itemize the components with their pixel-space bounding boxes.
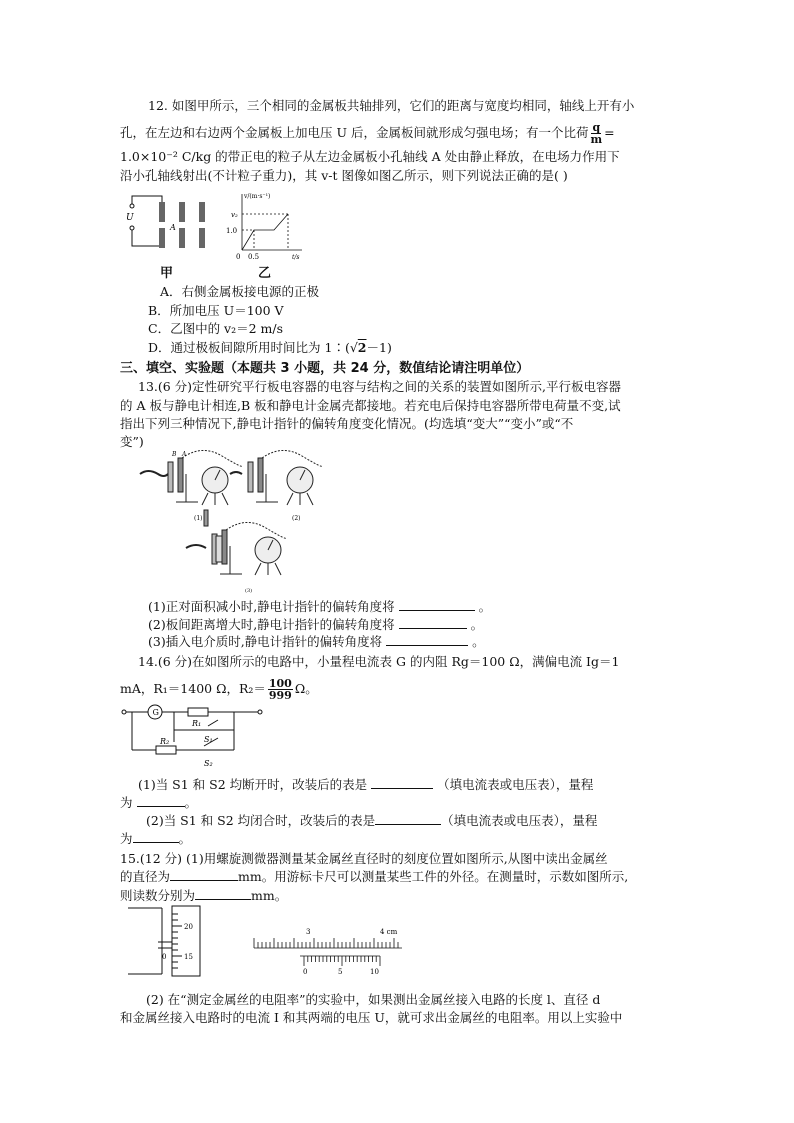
q12-option-a: A．右侧金属板接电源的正极 bbox=[160, 284, 320, 299]
q15-line2-suffix: mm。用游标卡尺可以测量某些工件的外径。在测量时，示数如图所示, bbox=[238, 869, 629, 884]
q13-line3: 指出下列三种情况下,静电计指针的偏转角度变化情况。(均选填“变大”“变小”或“不 bbox=[120, 416, 574, 431]
vt-graph bbox=[224, 190, 304, 262]
q13-line1: 13.(6 分)定性研究平行板电容器的电容与结构之间的关系的装置如图所示,平行板电容器 bbox=[138, 379, 622, 394]
r2-label: R₂ bbox=[160, 737, 170, 746]
q12-option-d-pre: D．通过极板间隙所用时间比为 1∶( bbox=[148, 340, 350, 355]
q12-line3: 1.0×10⁻² C/kg 的带正电的粒子从左边金属板小孔轴线 A 处由静止释放，在电场力作用下 bbox=[120, 149, 620, 164]
q14-line2-pre: mA，R₁＝1400 Ω，R₂＝ bbox=[120, 681, 266, 696]
setup-3-label: (3) bbox=[245, 588, 253, 594]
answer-blank[interactable] bbox=[399, 616, 467, 629]
s2-label: S₂ bbox=[204, 759, 213, 768]
range-end: 。 bbox=[184, 795, 198, 810]
point-a-label: A bbox=[170, 223, 176, 232]
q12-equals: = bbox=[604, 125, 615, 140]
fraction-numerator: q bbox=[592, 121, 601, 134]
q14-sub2 bbox=[146, 811, 597, 829]
q12-line4: 沿小孔轴线射出(不计粒子重力)，其 v-t 图像如图乙所示，则下列说法正确的是( ) bbox=[120, 168, 568, 183]
figure-yi-label: 乙 bbox=[258, 266, 272, 281]
q13-sub1 bbox=[148, 597, 491, 615]
q14-line2 bbox=[120, 678, 318, 701]
q13-sub2 bbox=[148, 615, 483, 633]
q14-sub2-range bbox=[120, 829, 191, 847]
voltage-label: U bbox=[126, 213, 134, 223]
answer-blank[interactable] bbox=[137, 794, 185, 807]
q15-part2-line1: (2) 在“测定金属丝的电阻率”的实验中，如果测出金属丝接入电路的长度 l、直径 d bbox=[146, 992, 601, 1007]
answer-blank[interactable] bbox=[386, 633, 468, 646]
q14-sub2-suffix: （填电流表或电压表），量程 bbox=[441, 813, 598, 828]
range-end: 。 bbox=[178, 831, 192, 846]
q12-line1: 12. 如图甲所示，三个相同的金属板共轴排列，它们的距离与宽度均相同，轴线上开有小 bbox=[148, 98, 635, 113]
q14-sub1-text: (1)当 S1 和 S2 均断开时，改装后的表是 bbox=[138, 777, 368, 792]
q12-option-c: C．乙图中的 v₂＝2 m/s bbox=[148, 321, 284, 336]
micrometer-20: 20 bbox=[184, 923, 193, 931]
q13-sub1-end: 。 bbox=[478, 599, 492, 614]
setup-1-label: (1) bbox=[194, 515, 203, 522]
range-prefix: 为 bbox=[120, 795, 133, 810]
galvanometer-g-label: G bbox=[152, 708, 159, 717]
q14-sub2-text: (2)当 S1 和 S2 均闭合时，改装后的表是 bbox=[146, 813, 376, 828]
q12-line2-text: 孔，在左边和右边两个金属板上加电压 U 后，金属板间就形成匀强电场；有一个比荷 bbox=[120, 125, 589, 140]
q13-sub2-end: 。 bbox=[470, 617, 484, 632]
caliper-vernier-10: 10 bbox=[370, 968, 379, 976]
q14-sub1-range bbox=[120, 793, 197, 811]
charge-mass-fraction bbox=[590, 122, 602, 145]
graph-0-5: 0.5 bbox=[248, 253, 260, 261]
q13-sub2-text: (2)板间距离增大时,静电计指针的偏转角度将 bbox=[148, 617, 395, 632]
answer-blank[interactable] bbox=[375, 812, 441, 825]
three-plates-figure bbox=[118, 190, 218, 262]
q15-line2 bbox=[120, 867, 628, 885]
caliper-3: 3 bbox=[306, 928, 311, 936]
r2-fraction bbox=[268, 678, 293, 701]
setup-2-label: (2) bbox=[292, 515, 301, 522]
answer-blank[interactable] bbox=[399, 598, 475, 611]
q13-sub3 bbox=[148, 632, 485, 650]
graph-ylabel: v/(m·s⁻¹) bbox=[244, 193, 271, 200]
q14-line2-post: Ω。 bbox=[294, 681, 318, 696]
caliper-4cm: 4 cm bbox=[380, 928, 398, 936]
graph-xlabel: t/s bbox=[292, 254, 300, 261]
q12-line2 bbox=[120, 122, 615, 145]
range-prefix: 为 bbox=[120, 831, 133, 846]
graph-v2: v₂ bbox=[231, 211, 238, 219]
caliper-vernier-0: 0 bbox=[303, 968, 308, 976]
sqrt-radicand: 2 bbox=[357, 340, 367, 355]
q13-line4: 变”) bbox=[120, 434, 144, 449]
q15-line3-text: 则读数分别为 bbox=[120, 888, 196, 903]
fraction-denominator: 999 bbox=[268, 689, 292, 702]
q13-line2: 的 A 板与静电计相连,B 板和静电计金属壳都接地。若充电后保持电容器所带电荷量不变,试 bbox=[120, 398, 621, 413]
figure-jia-label: 甲 bbox=[160, 266, 174, 281]
q13-sub1-text: (1)正对面积减小时,静电计指针的偏转角度将 bbox=[148, 599, 395, 614]
r1-label: R₁ bbox=[192, 719, 202, 728]
q15-line2-text: 的直径为 bbox=[120, 869, 171, 884]
plate-b-label: B bbox=[172, 451, 177, 458]
q12-option-d bbox=[148, 338, 392, 356]
q15-part2-line2: 和金属丝接入电路时的电流 I 和其两端的电压 U，就可求出金属丝的电阻率。用以上实验中 bbox=[120, 1010, 623, 1025]
section-three-heading: 三、填空、实验题（本题共 3 小题，共 24 分，数值结论请注明单位） bbox=[120, 361, 530, 376]
micrometer-0: 0 bbox=[162, 953, 167, 961]
graph-1-0: 1.0 bbox=[226, 227, 238, 235]
graph-origin: 0 bbox=[236, 253, 241, 261]
answer-blank[interactable] bbox=[371, 776, 433, 789]
sqrt-sign-icon: √ bbox=[349, 340, 358, 355]
s1-label: S₁ bbox=[204, 735, 213, 744]
q14-sub1 bbox=[138, 775, 593, 793]
q14-sub1-suffix: （填电流表或电压表），量程 bbox=[437, 777, 594, 792]
plate-a-label: A bbox=[182, 451, 187, 458]
answer-blank[interactable] bbox=[133, 830, 179, 843]
ammeter-circuit-figure bbox=[118, 702, 268, 772]
micrometer-15: 15 bbox=[184, 953, 193, 961]
q13-sub3-end: 。 bbox=[472, 634, 485, 649]
q15-line1: 15.(12 分) (1)用螺旋测微器测量某金属丝直径时的刻度位置如图所示,从图中读出金属丝 bbox=[120, 851, 608, 866]
q14-line1: 14.(6 分)在如图所示的电路中，小量程电流表 G 的内阻 Rg＝100 Ω，满偏电流 Ig＝1 bbox=[138, 654, 620, 669]
vernier-caliper-figure bbox=[250, 924, 410, 980]
q12-option-b: B．所加电压 U＝100 V bbox=[148, 303, 284, 318]
fraction-numerator: 100 bbox=[268, 677, 292, 690]
capacitor-experiment-figure bbox=[130, 444, 350, 594]
answer-blank[interactable] bbox=[170, 868, 238, 881]
answer-blank[interactable] bbox=[195, 887, 251, 900]
caliper-vernier-5: 5 bbox=[338, 968, 343, 976]
micrometer-figure bbox=[128, 902, 208, 982]
q15-line3-suffix: mm。 bbox=[251, 888, 288, 903]
q13-sub3-text: (3)插入电介质时,静电计指针的偏转角度将 bbox=[148, 634, 383, 649]
fraction-denominator: m bbox=[590, 133, 603, 146]
q12-option-d-post: －1) bbox=[366, 340, 392, 355]
